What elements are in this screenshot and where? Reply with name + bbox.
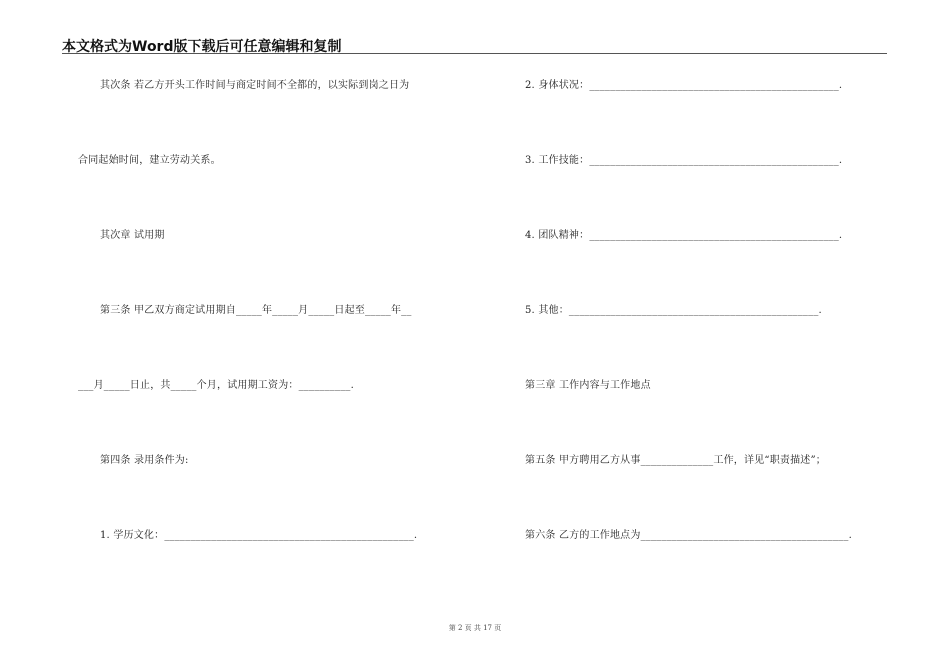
left-line-7: 1. 学历文化：________________________________________________. [100, 530, 418, 541]
right-line-2: 3. 工作技能：________________________________________________. [525, 155, 843, 166]
document-header-title: 本文格式为Word版下载后可任意编辑和复制 [62, 39, 342, 55]
page-indicator: 第 2 页 共 17 页 [448, 624, 502, 632]
right-line-6: 第五条 甲方聘用乙方从事______________工作，详见“职责描述”； [525, 455, 827, 466]
right-line-5: 第三章 工作内容与工作地点 [525, 380, 651, 391]
left-line-2: 合同起始时间，建立劳动关系。 [78, 155, 221, 166]
left-line-3: 其次章 试用期 [100, 230, 165, 241]
left-line-4: 第三条 甲乙双方商定试用期自_____年_____月_____日起至_____年__ [100, 305, 412, 316]
header-divider [62, 53, 887, 54]
right-line-1: 2. 身体状况：________________________________________________. [525, 80, 843, 91]
right-line-4: 5. 其他：________________________________________________. [525, 305, 822, 316]
right-line-7: 第六条 乙方的工作地点为________________________________________. [525, 530, 852, 541]
left-line-1: 其次条 若乙方开头工作时间与商定时间不全都的，以实际到岗之日为 [100, 80, 410, 91]
left-line-6: 第四条 录用条件为: [100, 455, 189, 466]
left-line-5: ___月_____日止，共_____个月，试用期工资为：__________. [78, 380, 354, 391]
right-line-3: 4. 团队精神：________________________________________________. [525, 230, 843, 241]
